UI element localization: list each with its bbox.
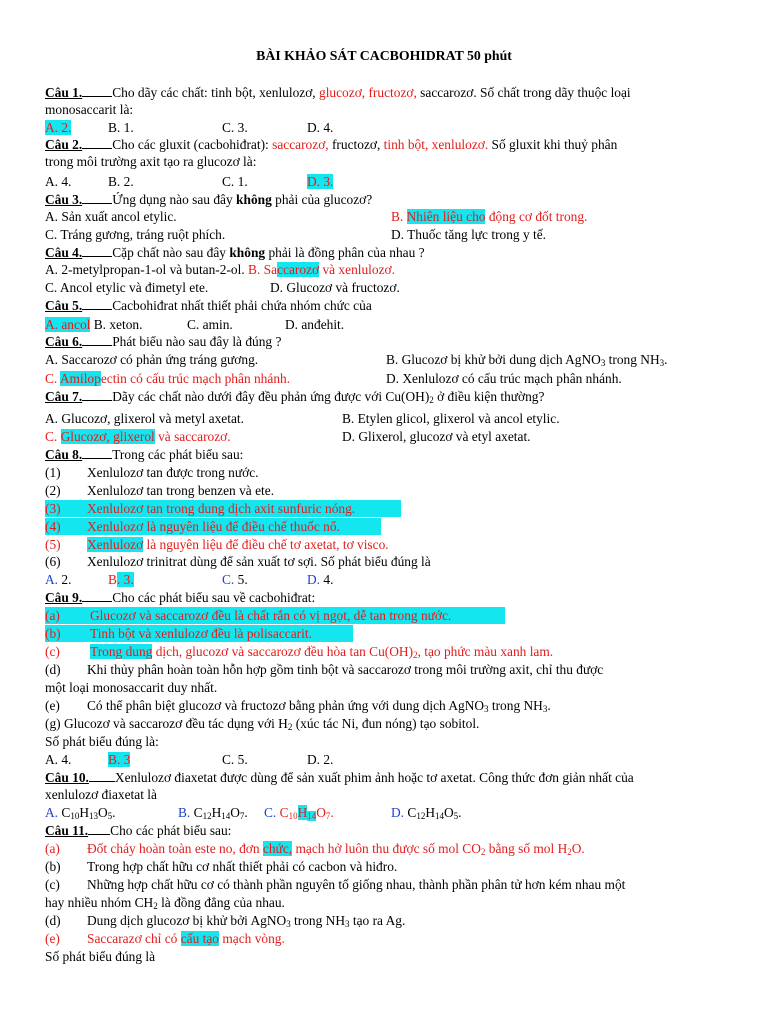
question-11: Câu 11. Cho các phát biểu sau: [45,823,232,838]
statement-2: (2) [45,483,61,498]
statement-b-text: Trong hợp chất hữu cơ nhất thiết phải có cacbon và hiđro. [87,859,398,874]
statement-1: (1) [45,465,61,480]
question-9-end: Số phát biểu đúng là: [45,734,159,749]
question-6: Câu 6. Phát biểu nào sau đây là đúng ? [45,334,282,349]
option-a: A. 2. [45,120,72,135]
option-a: A. Saccarozơ có phản ứng tráng gương. [45,352,259,367]
question-10-text-cont: xenlulozơ điaxetat là [45,787,157,802]
statement-c: (c) [45,877,60,892]
option-c: C. Ancol etylic và đimetyl ete. [45,280,209,295]
option-c: C. 3. [222,120,248,135]
statement-e: (e) [45,698,60,713]
option-c: C. 5. [222,572,248,587]
option-d: D. Thuốc tăng lực trong y tế. [391,227,547,242]
option-a: A. 2-metylpropan-1-ol và butan-2-ol. [45,262,245,277]
option-b: B. xeton. [90,317,143,332]
statement-e-text: Saccarazơ chỉ có cấu tạo mạch vòng. [87,931,285,946]
question-5-options [45,316,142,333]
option-b: B. 1. [108,120,134,135]
statement-d-text: Khi thủy phân hoàn toàn hỗn hợp gồm tinh bột và saccarozơ trong môi trường axit, chỉ thu được [87,662,604,677]
statement-c-cont: hay nhiều nhóm $CH_2$ là đồng đẳng của nhau. [45,895,285,911]
option-c: C. 1. [222,174,248,189]
statement-e-text: Có thể phân biệt glucozơ và fructozơ bằng phản ứng với dung dịch AgNO$_3$ trong $NH_3$. [87,698,551,714]
statement-a-text: Đốt cháy hoàn toàn este no, đơn chức, mạch hở luôn thu được số mol $CO_2$ bằng số mol $H_2O$. [87,841,585,857]
option-b: B. Glucozơ bị khử bởi dung dịch AgNO$_3$ trong $NH_3$. [386,352,668,368]
question-2-text-cont: trong môi trường axit tạo ra glucozơ là: [45,154,257,169]
option-c: C. 5. [222,752,248,767]
question-1: Câu 1. Cho dãy các chất: tinh bột, xenlulozơ, glucozơ, fructozơ, saccarozơ. Số chất trong dãy thuộc loại [45,85,631,100]
question-1-options [45,119,71,136]
question-5: Câu 5. Cacbohiđrat nhất thiết phải chứa nhóm chức của [45,298,372,313]
option-b: B. $C_{12}H_{14}O_7$. [178,805,248,821]
option-d: D. 4. [307,120,334,135]
question-7: Câu 7. Dãy các chất nào dưới đây đều phản ứng được với $Cu(OH)_2$ ở điều kiện thường? [45,389,545,405]
option-c: C. Tráng gương, tráng ruột phích. [45,227,226,242]
option-d: D. Glucozơ và fructozơ. [270,280,400,295]
statement-d-text: Dung dịch glucozơ bị khử bởi AgNO$_3$ trong $NH_3$ tạo ra Ag. [87,913,406,929]
option-b: B. 3. [108,572,134,587]
statement-5: (5) [45,537,61,552]
question-4: Câu 4. Cặp chất nào sau đây không phải là đồng phân của nhau ? [45,245,425,260]
option-c: C. $C_{10}H_{14}O_7$. [264,805,334,821]
option-d: D. anđehit. [285,317,345,332]
option-c: C. Glucozơ, glixerol và saccarozơ. [45,429,231,444]
question-9: Câu 9. Cho các phát biểu sau về cacbohiđrat: [45,590,316,605]
option-d: D. 3. [307,174,334,189]
statement-4: (4) Xenlulozơ là nguyên liệu để điều chế thuốc nổ. [45,518,381,535]
statement-c-text: Những hợp chất hữu cơ có thành phần nguyên tố giống nhau, thành phần phân tử hơn kém nhau một [87,877,626,892]
option-a: A. ancol [45,317,91,332]
question-1-text-cont: monosaccarit là: [45,102,134,117]
statement-d-cont: một loại monosaccarit duy nhất. [45,680,218,695]
question-11-end: Số phát biểu đúng là [45,949,156,964]
question-label: Câu 1. [45,85,83,100]
option-c: C. amin. [187,317,233,332]
option-b: B. 3 [108,752,131,767]
option-b: B. Nhiên liệu cho động cơ đốt trong. [391,209,588,224]
statement-5-text: Xenlulozơ là nguyên liệu để điều chế tơ axetat, tơ visco. [87,537,389,552]
statement-d: (d) [45,913,61,928]
question-2: Câu 2. Cho các gluxit (cacbohiđrat): saccarozơ, fructozơ, tinh bột, xenlulozơ. Số gluxit khi thuỷ phân [45,137,618,152]
option-b: B. Etylen glicol, glixerol và ancol etylic. [342,411,560,426]
statement-b: (b) [45,859,61,874]
option-b: B. 2. [108,174,134,189]
statement-a: (a) Glucozơ và saccarozơ đều là chất rắn có vị ngọt, dễ tan trong nước. [45,607,505,624]
statement-d: (d) [45,662,61,677]
statement-6-text: Xenlulozơ trinitrat dùng để sản xuất tơ sợi. Số phát biểu đúng là [87,554,431,569]
statement-6: (6) [45,554,61,569]
option-d: D. 4. [307,572,334,587]
statement-g: (g) Glucozơ và saccarozơ đều tác dụng với $H_2$ (xúc tác Ni, đun nóng) tạo sobitol. [45,716,480,732]
statement-2-text: Xenlulozơ tan trong benzen và ete. [87,483,275,498]
statement-1-text: Xenlulozơ tan được trong nước. [87,465,259,480]
question-10: Câu 10. Xenlulozơ điaxetat được dùng để sản xuất phim ảnh hoặc tơ axetat. Công thức đơn giản nhất của [45,770,634,785]
question-8: Câu 8. Trong các phát biểu sau: [45,447,244,462]
option-d: D. Glixerol, glucozơ và etyl axetat. [342,429,531,444]
option-b: B. Saccarozơ và xenlulozơ. [244,262,395,277]
option-a: A. $C_{10}H_{13}O_5$. [45,805,116,821]
document-title: BÀI KHẢO SÁT CACBOHIDRAT 50 phút [256,48,512,63]
option-d: D. 2. [307,752,334,767]
option-a: A. Sản xuất ancol etylic. [45,209,177,224]
statement-e: (e) [45,931,60,946]
question-3: Câu 3. Ứng dụng nào sau đây không phải của glucozơ? [45,192,373,207]
option-a: A. 2. [45,572,72,587]
option-d: D. Xenlulozơ có cấu trúc mạch phân nhánh. [386,371,622,386]
option-d: D. $C_{12}H_{14}O_5$. [391,805,462,821]
option-c: C. Amilopectin có cấu trúc mạch phân nhánh. [45,371,291,386]
statement-3: (3) Xenlulozơ tan trong dung dịch axit sunfuric nóng. [45,500,401,517]
statement-c: (c) [45,644,60,659]
question-4-options-ab [45,261,395,278]
option-a: A. 4. [45,752,72,767]
statement-b: (b) Tinh bột và xenlulozơ đều là polisaccarit. [45,625,353,642]
option-a: A. 4. [45,174,72,189]
option-a: A. Glucozơ, glixerol và metyl axetat. [45,411,244,426]
statement-c-text: Trong dung dịch, glucozơ và saccarozơ đều hòa $\tan Cu(OH)_2$, tạo phức màu xanh lam. [90,644,554,660]
statement-a: (a) [45,841,60,856]
